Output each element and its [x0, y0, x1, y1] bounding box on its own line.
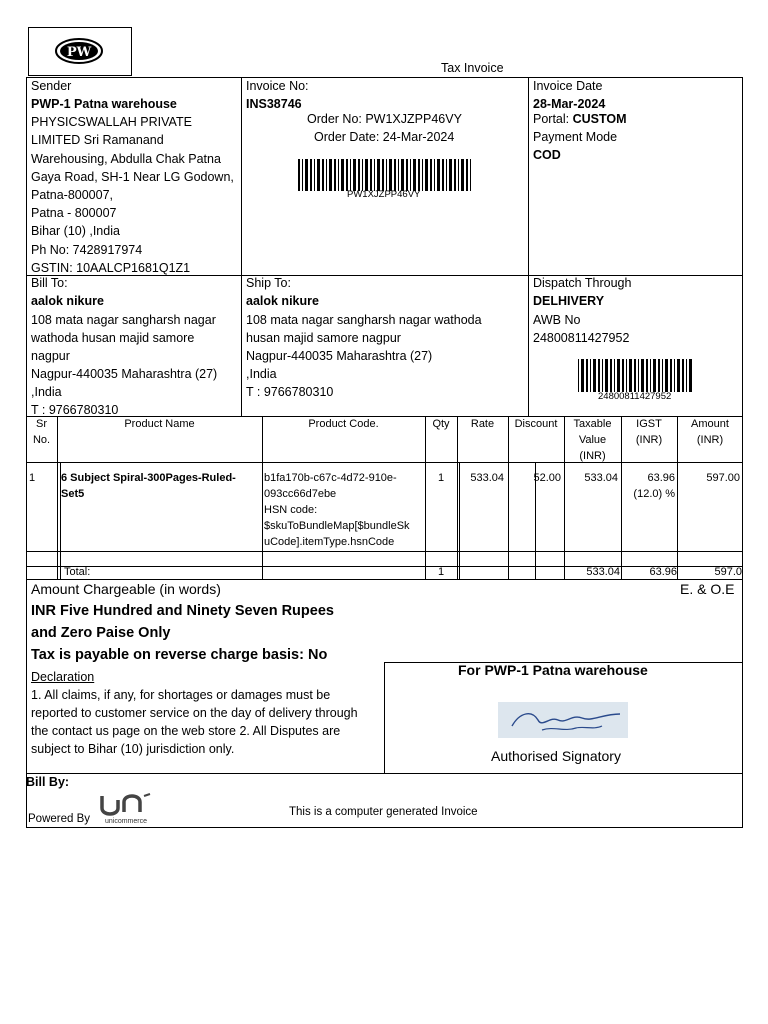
barcode-bar [362, 159, 363, 191]
barcode-bar [677, 359, 680, 392]
signatory-label: Authorised Signatory [491, 748, 621, 764]
sender-gstin: GSTIN: 10AALCP1681Q1Z1 [31, 261, 191, 275]
barcode-bar [322, 159, 324, 191]
barcode-bar [377, 159, 380, 191]
barcode-bar [353, 159, 356, 191]
barcode-bar [430, 159, 432, 191]
barcode-bar [334, 159, 336, 191]
barcode-bar [346, 159, 348, 191]
reverse-charge: Tax is payable on reverse charge basis: No [31, 647, 328, 663]
sender-heading: Sender [31, 79, 72, 93]
bill-to-line: 108 mata nagar sangharsh nagar [31, 313, 216, 327]
signatory-for: For PWP-1 Patna warehouse [458, 662, 648, 678]
total-label: Total: [64, 566, 91, 578]
barcode-bar [446, 159, 447, 191]
amount-words-line: INR Five Hundred and Ninety Seven Rupees [31, 603, 334, 619]
barcode-bar [610, 359, 612, 392]
barcode-bar [398, 159, 399, 191]
row-qty: 1 [437, 472, 445, 484]
sender-line: Ph No: 7428917974 [31, 243, 143, 257]
barcode-bar [317, 159, 320, 191]
col-header-discount: Discount [514, 418, 558, 430]
total-qty: 1 [437, 566, 445, 578]
awb-label: AWB No [533, 313, 581, 327]
invoice-date-label: Invoice Date [533, 79, 603, 93]
order-date: Order Date: 24-Mar-2024 [314, 130, 455, 144]
col-header-sr: Sr No. [32, 418, 51, 446]
rule [425, 416, 426, 579]
barcode-bar [626, 359, 627, 392]
barcode-bar [382, 159, 384, 191]
doc-title: Tax Invoice [441, 61, 504, 75]
barcode-bar [338, 159, 339, 191]
sender-line: Gaya Road, SH-1 Near LG Godown, [31, 170, 234, 184]
total-taxable: 533.04 [586, 566, 620, 578]
col-header-igst: IGST (INR) [635, 418, 663, 446]
barcode-bar [374, 159, 375, 191]
bill-to-line: ,India [31, 385, 62, 399]
rule [26, 462, 743, 463]
rule [528, 77, 529, 416]
signature-image [498, 702, 628, 738]
barcode-bar [314, 159, 315, 191]
rule [457, 416, 458, 579]
row-product-code: b1fa170b-c67c-4d72-910e- 093cc66d7ebe HSN code: $skuToBundleMap[$bundleSk uCode].itemType.hsnCode [264, 472, 410, 548]
sender-line: Bihar (10) ,India [31, 224, 120, 238]
svg-text:PW: PW [66, 45, 92, 60]
ship-to-line: ,India [246, 367, 277, 381]
row-igst: 63.96 (12.0) % [633, 472, 675, 500]
barcode-bar [638, 359, 639, 392]
barcode-bar [454, 159, 456, 191]
barcode-bar [401, 159, 404, 191]
barcode-bar [634, 359, 636, 392]
barcode-bar [581, 359, 584, 392]
barcode-bar [437, 159, 440, 191]
row-sr: 1 [29, 472, 36, 484]
barcode-bar [413, 159, 416, 191]
barcode-bar [598, 359, 600, 392]
barcode-bar [674, 359, 675, 392]
barcode-bar [458, 159, 459, 191]
barcode-bar [302, 159, 303, 191]
awb-barcode-text: 24800811427952 [598, 391, 672, 402]
declaration-line: subject to Bihar (10) jurisdiction only. [31, 742, 235, 756]
barcode-bar [617, 359, 620, 392]
order-barcode [298, 159, 473, 191]
unicommerce-logo [98, 792, 154, 824]
ship-to-line: 108 mata nagar sangharsh nagar wathoda [246, 313, 482, 327]
sender-line: Patna-800007, [31, 188, 114, 202]
portal-value: CUSTOM [572, 112, 627, 126]
order-barcode-text: PW1XJZPP46VY [347, 189, 421, 200]
sender-line: Patna - 800007 [31, 206, 117, 220]
ship-to-heading: Ship To: [246, 276, 291, 290]
barcode-bar [310, 159, 312, 191]
total-amount: 597.0 [714, 566, 742, 578]
row-discount: 52.00 [533, 472, 561, 484]
barcode-bar [590, 359, 591, 392]
barcode-bar [653, 359, 656, 392]
invoice-no: INS38746 [246, 97, 302, 111]
col-header-amount: Amount (INR) [691, 418, 729, 446]
barcode-bar [641, 359, 644, 392]
rule [241, 77, 242, 416]
awb-barcode [578, 359, 696, 392]
svg-text:unicommerce: unicommerce [104, 818, 148, 824]
barcode-bar [670, 359, 672, 392]
barcode-bar [326, 159, 327, 191]
rule [26, 773, 743, 774]
rule [57, 416, 58, 579]
barcode-bar [614, 359, 615, 392]
barcode-bar [365, 159, 368, 191]
barcode-bar [650, 359, 651, 392]
powered-by-label: Powered By [28, 813, 91, 825]
row-taxable: 533.04 [584, 472, 618, 484]
amount-words-line: and Zero Paise Only [31, 625, 171, 641]
bill-to-phone: T : 9766780310 [31, 403, 119, 417]
col-header-taxable: Taxable Value (INR) [573, 418, 612, 462]
barcode-bar [406, 159, 408, 191]
barcode-bar [418, 159, 420, 191]
barcode-bar [682, 359, 684, 392]
declaration-line: the contact us page on the web store 2. All Disputes are [31, 724, 341, 738]
invoice-no-label: Invoice No: [246, 79, 309, 93]
portal [533, 110, 627, 128]
barcode-bar [470, 159, 471, 191]
row-amount: 597.00 [706, 472, 740, 484]
barcode-bar [602, 359, 603, 392]
bill-to-name: aalok nikure [31, 294, 104, 308]
payment-mode: COD [533, 148, 561, 162]
col-header-rate: Rate [470, 418, 495, 430]
barcode-bar [605, 359, 608, 392]
barcode-bar [386, 159, 387, 191]
barcode-bar [593, 359, 596, 392]
barcode-bar [305, 159, 308, 191]
rule [384, 662, 385, 773]
barcode-bar [662, 359, 663, 392]
dispatch-heading: Dispatch Through [533, 276, 632, 290]
barcode-bar [449, 159, 452, 191]
barcode-bar [422, 159, 423, 191]
col-header-qty: Qty [432, 418, 450, 430]
sender-line: LIMITED Sri Ramanand [31, 133, 164, 147]
barcode-bar [658, 359, 660, 392]
barcode-bar [646, 359, 648, 392]
total-igst: 63.96 [649, 566, 677, 578]
barcode-bar [370, 159, 372, 191]
barcode-bar [665, 359, 668, 392]
ship-to-line: Nagpur-440035 Maharashtra (27) [246, 349, 433, 363]
barcode-bar [329, 159, 332, 191]
row-product-name: 6 Subject Spiral-300Pages-Ruled- Set5 [61, 472, 236, 500]
declaration-line: reported to customer service on the day of delivery through [31, 706, 358, 720]
barcode-bar [389, 159, 392, 191]
payment-mode-label: Payment Mode [533, 130, 618, 144]
courier-name: DELHIVERY [533, 294, 605, 308]
bill-to-line: nagpur [31, 349, 70, 363]
barcode-bar [586, 359, 588, 392]
barcode-bar [578, 359, 579, 392]
bill-to-heading: Bill To: [31, 276, 68, 290]
eoe-label: E. & O.E [680, 581, 735, 597]
col-header-product-name: Product Name [124, 418, 195, 430]
order-no: Order No: PW1XJZPP46VY [307, 112, 462, 126]
bill-to-line: wathoda husan majid samore [31, 331, 195, 345]
barcode-bar [466, 159, 468, 191]
barcode-bar [350, 159, 351, 191]
barcode-bar [425, 159, 428, 191]
bill-by-label: Bill By: [26, 775, 70, 789]
invoice-date: 28-Mar-2024 [533, 97, 606, 111]
barcode-bar [686, 359, 687, 392]
barcode-bar [394, 159, 396, 191]
barcode-bar [629, 359, 632, 392]
barcode-bar [358, 159, 360, 191]
ship-to-line: husan majid samore nagpur [246, 331, 401, 345]
barcode-bar [410, 159, 411, 191]
portal-label: Portal: [533, 112, 570, 126]
barcode-bar [689, 359, 692, 392]
barcode-bar [461, 159, 464, 191]
bill-to-line: Nagpur-440035 Maharashtra (27) [31, 367, 218, 381]
rule [262, 416, 263, 579]
computer-generated-note: This is a computer generated Invoice [289, 806, 478, 818]
barcode-bar [298, 159, 300, 191]
rule [26, 551, 743, 552]
sender-line: PHYSICSWALLAH PRIVATE [31, 115, 192, 129]
barcode-bar [442, 159, 444, 191]
col-header-product-code: Product Code. [308, 418, 379, 430]
sender-name: PWP-1 Patna warehouse [31, 97, 177, 111]
rule [508, 416, 509, 579]
ship-to-name: aalok nikure [246, 294, 319, 308]
amount-words-label: Amount Chargeable (in words) [31, 581, 221, 597]
ship-to-phone: T : 9766780310 [246, 385, 334, 399]
declaration-line: 1. All claims, if any, for shortages or damages must be [31, 688, 331, 702]
barcode-bar [434, 159, 435, 191]
barcode-bar [341, 159, 344, 191]
barcode-bar [622, 359, 624, 392]
sender-line: Warehousing, Abdulla Chak Patna [31, 152, 221, 166]
awb-number: 24800811427952 [533, 331, 630, 345]
declaration-heading: Declaration [31, 670, 95, 684]
row-rate: 533.04 [470, 472, 504, 484]
pw-logo [54, 37, 104, 65]
